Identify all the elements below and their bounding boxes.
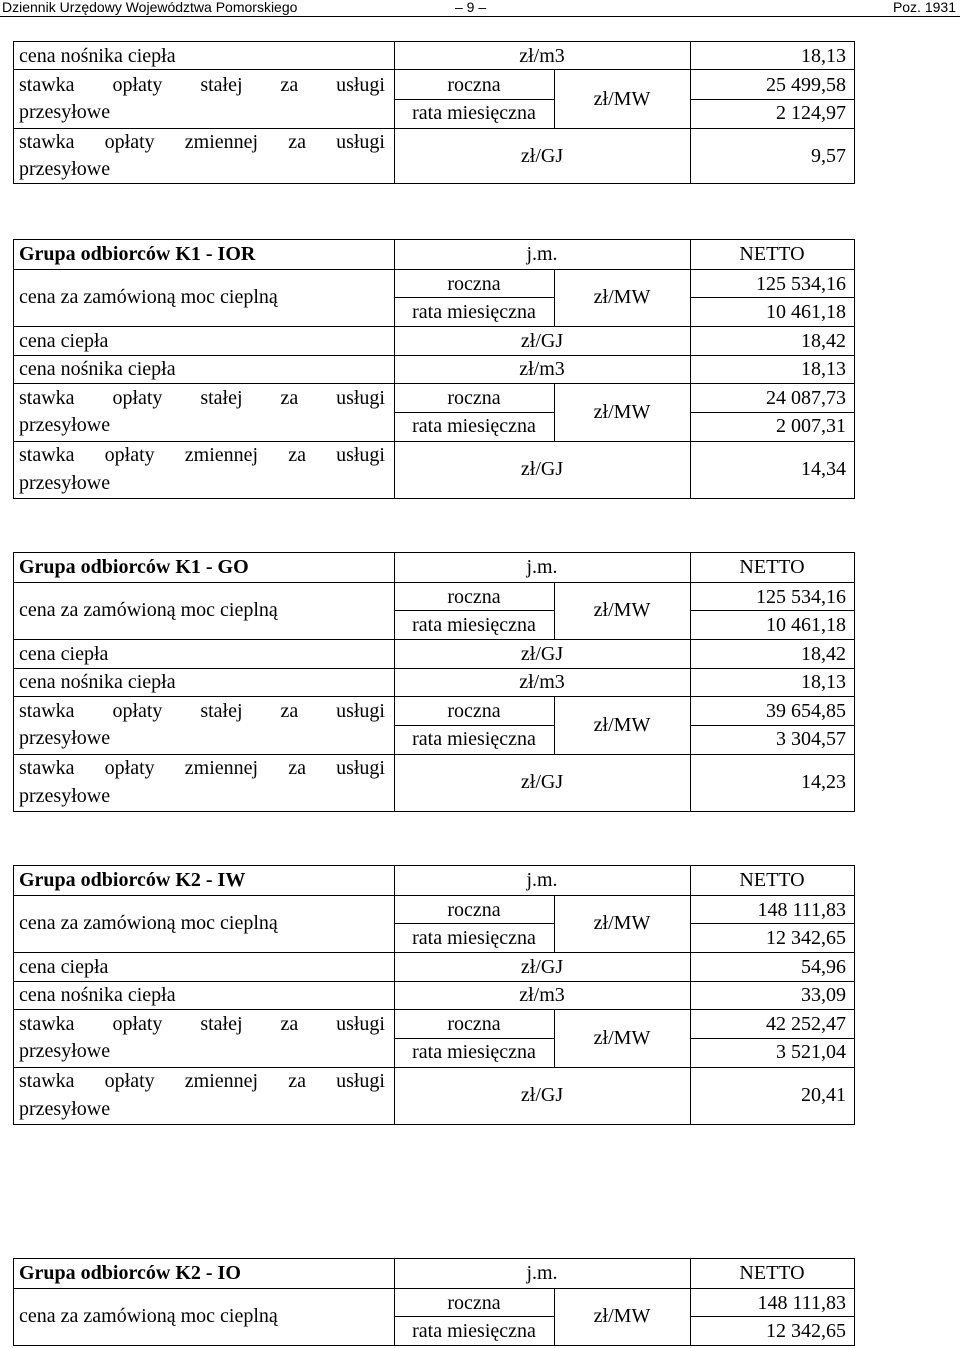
row-label-moc: cena za zamówioną moc cieplną [19, 286, 278, 308]
value-stala-roczna: 24 087,73 [766, 387, 846, 409]
column-netto: NETTO [739, 1262, 805, 1284]
value-moc-roczna: 125 534,16 [756, 586, 846, 608]
column-unit: j.m. [526, 556, 558, 578]
row-label-przesylowe: przesyłowe [19, 1040, 111, 1062]
row-label-przesylowe: przesyłowe [19, 727, 111, 749]
row-label-przesylowe: przesyłowe [19, 1098, 111, 1120]
unit-gj: zł/GJ [520, 643, 564, 665]
row-label-moc: cena za zamówioną moc cieplną [19, 912, 278, 934]
row-label-stawka-zmienna: stawka opłaty zmiennej za usługi [19, 1070, 385, 1092]
unit-mw: zł/MW [593, 88, 651, 110]
header-rule [0, 16, 960, 17]
tariff-table-group [13, 239, 855, 499]
column-unit: j.m. [526, 1262, 558, 1284]
row-label-stawka-stala: stawka opłaty stałej za usługi [19, 74, 385, 96]
row-label-przesylowe: przesyłowe [19, 472, 111, 494]
unit-m3: zł/m3 [519, 984, 565, 1006]
value-moc-rata: 12 342,65 [766, 927, 846, 949]
value-ciepla: 18,42 [801, 643, 846, 665]
label-roczna: roczna [447, 700, 501, 722]
column-unit: j.m. [526, 243, 558, 265]
row-label-nosnik: cena nośnika ciepła [19, 984, 176, 1006]
page-number: – 9 – [455, 0, 487, 15]
row-label-nosnik: cena nośnika ciepła [19, 45, 176, 67]
label-roczna: roczna [447, 1013, 501, 1035]
row-label-nosnik: cena nośnika ciepła [19, 358, 176, 380]
value-zmienna: 14,34 [801, 458, 846, 480]
value-stala-rata: 3 304,57 [776, 728, 846, 750]
column-netto: NETTO [739, 243, 805, 265]
value-nosnik: 33,09 [801, 984, 846, 1006]
unit-mw: zł/MW [593, 1027, 651, 1049]
unit-gj: zł/GJ [520, 458, 564, 480]
value-moc-roczna: 125 534,16 [756, 273, 846, 295]
row-label-stawka-stala: stawka opłaty stałej za usługi [19, 387, 385, 409]
value-nosnik: 18,13 [801, 671, 846, 693]
label-rata: rata miesięczna [412, 102, 536, 124]
value-stala-rata: 2 124,97 [776, 102, 846, 124]
row-label-przesylowe: przesyłowe [19, 785, 111, 807]
unit-gj: zł/GJ [520, 330, 564, 352]
tariff-table-continuation [13, 41, 855, 184]
unit-mw: zł/MW [593, 714, 651, 736]
row-label-ciepla: cena ciepła [19, 956, 109, 978]
label-rata: rata miesięczna [412, 1041, 536, 1063]
value-stala-roczna: 25 499,58 [766, 74, 846, 96]
label-roczna: roczna [447, 273, 501, 295]
row-label-ciepla: cena ciepła [19, 330, 109, 352]
label-rata: rata miesięczna [412, 728, 536, 750]
unit-mw: zł/MW [593, 401, 651, 423]
label-roczna: roczna [447, 899, 501, 921]
value-stala-rata: 3 521,04 [776, 1041, 846, 1063]
value-zmienna: 9,57 [811, 145, 846, 167]
unit-gj: zł/GJ [520, 956, 564, 978]
value-moc-rata: 10 461,18 [766, 301, 846, 323]
column-unit: j.m. [526, 869, 558, 891]
value-moc-rata: 10 461,18 [766, 614, 846, 636]
row-label-moc: cena za zamówioną moc cieplną [19, 599, 278, 621]
row-label-moc: cena za zamówioną moc cieplną [19, 1305, 278, 1327]
unit-mw: zł/MW [593, 599, 651, 621]
unit-m3: zł/m3 [519, 45, 565, 67]
value-moc-roczna: 148 111,83 [757, 899, 846, 921]
value-moc-roczna: 148 111,83 [757, 1292, 846, 1314]
unit-m3: zł/m3 [519, 358, 565, 380]
row-label-przesylowe: przesyłowe [19, 414, 111, 436]
value-stala-rata: 2 007,31 [776, 415, 846, 437]
label-roczna: roczna [447, 1292, 501, 1314]
row-label-przesylowe: przesyłowe [19, 158, 111, 180]
unit-gj: zł/GJ [520, 1084, 564, 1106]
label-rata: rata miesięczna [412, 927, 536, 949]
unit-gj: zł/GJ [520, 771, 564, 793]
row-label-ciepla: cena ciepła [19, 643, 109, 665]
group-title: Grupa odbiorców K2 - IO [19, 1262, 241, 1284]
label-roczna: roczna [447, 586, 501, 608]
unit-mw: zł/MW [593, 286, 651, 308]
row-label-stawka-stala: stawka opłaty stałej za usługi [19, 1013, 385, 1035]
value-nosnik: 18,13 [801, 358, 846, 380]
label-rata: rata miesięczna [412, 301, 536, 323]
unit-mw: zł/MW [593, 1305, 651, 1327]
unit-mw: zł/MW [593, 912, 651, 934]
unit-gj: zł/GJ [520, 145, 564, 167]
label-roczna: roczna [447, 387, 501, 409]
row-label-przesylowe: przesyłowe [19, 101, 111, 123]
label-roczna: roczna [447, 74, 501, 96]
value-moc-rata: 12 342,65 [766, 1320, 846, 1342]
value-stala-roczna: 42 252,47 [766, 1013, 846, 1035]
value-ciepla: 18,42 [801, 330, 846, 352]
position-number: Poz. 1931 [892, 0, 956, 15]
group-title: Grupa odbiorców K2 - IW [19, 869, 246, 891]
value-stala-roczna: 39 654,85 [766, 700, 846, 722]
column-netto: NETTO [739, 556, 805, 578]
tariff-table-group [13, 552, 855, 812]
value-nosnik: 18,13 [801, 45, 846, 67]
label-rata: rata miesięczna [412, 614, 536, 636]
group-title: Grupa odbiorców K1 - IOR [19, 243, 256, 265]
tariff-table-group [13, 865, 855, 1125]
row-label-stawka-zmienna: stawka opłaty zmiennej za usługi [19, 444, 385, 466]
value-ciepla: 54,96 [801, 956, 846, 978]
tariff-table-group [13, 1258, 855, 1346]
value-zmienna: 20,41 [801, 1084, 846, 1106]
row-label-stawka-zmienna: stawka opłaty zmiennej za usługi [19, 757, 385, 779]
label-rata: rata miesięczna [412, 1320, 536, 1342]
row-label-nosnik: cena nośnika ciepła [19, 671, 176, 693]
column-netto: NETTO [739, 869, 805, 891]
value-zmienna: 14,23 [801, 771, 846, 793]
journal-title: Dziennik Urzędowy Województwa Pomorskiego [2, 0, 298, 15]
row-label-stawka-zmienna: stawka opłaty zmiennej za usługi [19, 131, 385, 153]
unit-m3: zł/m3 [519, 671, 565, 693]
row-label-stawka-stala: stawka opłaty stałej za usługi [19, 700, 385, 722]
group-title: Grupa odbiorców K1 - GO [19, 556, 249, 578]
page-header [0, 0, 960, 16]
label-rata: rata miesięczna [412, 415, 536, 437]
